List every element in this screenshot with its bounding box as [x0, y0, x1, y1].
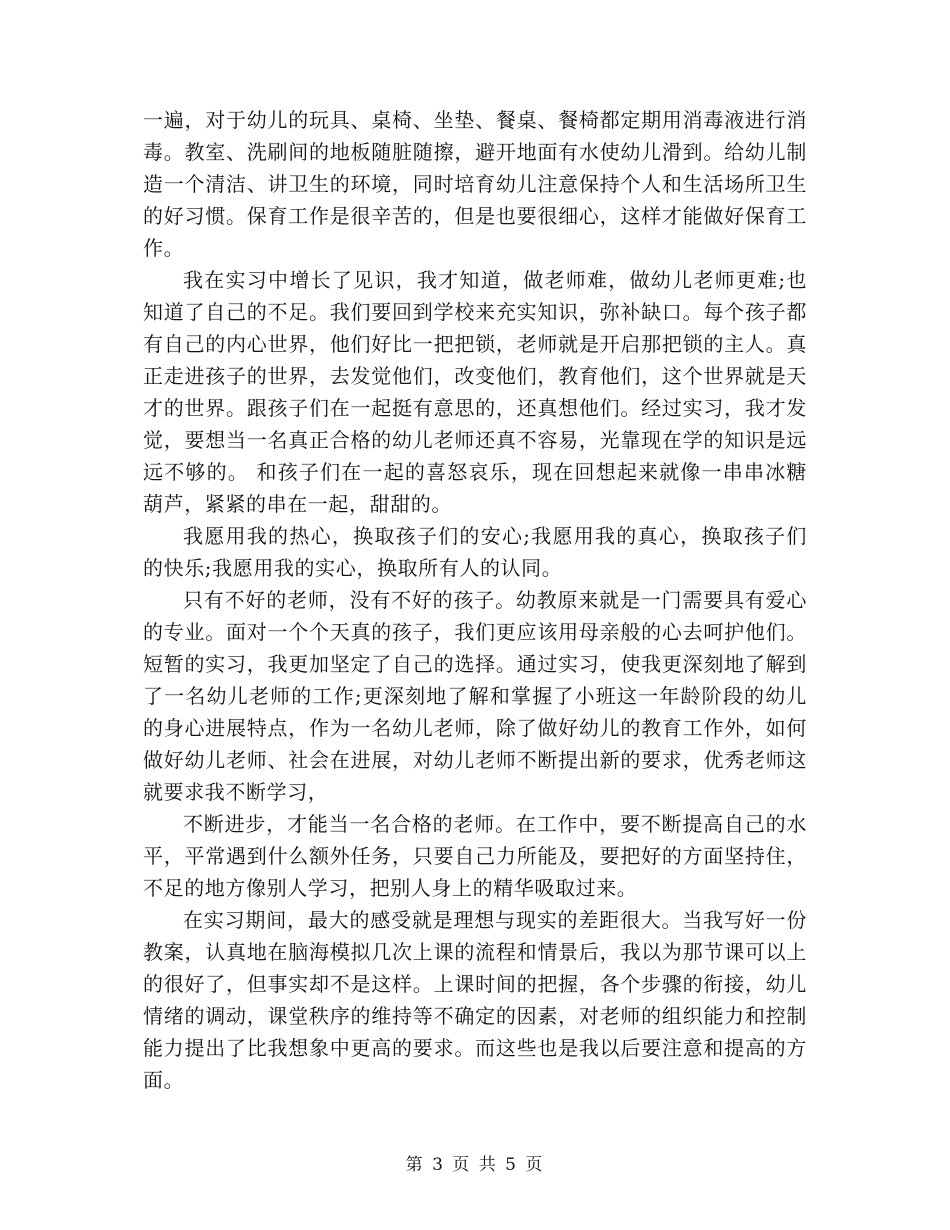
paragraph-4: 只有不好的老师，没有不好的孩子。幼教原来就是一门需要具有爱心的专业。面对一个个天真的孩子，我们更应该用母亲般的心去呵护他们。短暂的实习，我更加坚定了自己的选择。通过实习，使我更深刻地了解到了一名幼儿老师的工作;更深刻地了解和掌握了小班这一年龄阶段的幼儿的身心进展特点，作为一名幼儿老师，除了做好幼儿的教育工作外，如何做好幼儿老师、社会在进展，对幼儿老师不断提出新的要求，优秀老师这就要求我不断学习，: [143, 588, 807, 804]
paragraph-5: 不断进步，才能当一名合格的老师。在工作中，要不断提高自己的水平，平常遇到什么额外任务，只要自己力所能及，要把好的方面坚持住，不足的地方像别人学习，把别人身上的精华吸取过来。: [143, 812, 807, 900]
paragraph-3: 我愿用我的热心，换取孩子们的安心;我愿用我的真心，换取孩子们的快乐;我愿用我的实心，换取所有人的认同。: [143, 524, 807, 580]
paragraph-2: 我在实习中增长了见识，我才知道，做老师难，做幼儿老师更难;也知道了自己的不足。我们要回到学校来充实知识，弥补缺口。每个孩子都有自己的内心世界，他们好比一把把锁，老师就是开启那把锁的主人。真正走进孩子的世界，去发觉他们，改变他们，教育他们，这个世界就是天才的世界。跟孩子们在一起挺有意思的，还真想他们。经过实习，我才发觉，要想当一名真正合格的幼儿老师还真不容易，光靠现在学的知识是远远不够的。 和孩子们在一起的喜怒哀乐，现在回想起来就像一串串冰糖葫芦，紧紧的串在一起，甜甜的。: [143, 268, 807, 516]
paragraph-1: 一遍，对于幼儿的玩具、桌椅、坐垫、餐桌、餐椅都定期用消毒液进行消毒。教室、洗刷间的地板随脏随擦，避开地面有水使幼儿滑到。给幼儿制造一个清洁、讲卫生的环境，同时培育幼儿注意保持个人和生活场所卫生的好习惯。保育工作是很辛苦的，但是也要很细心，这样才能做好保育工作。: [143, 108, 807, 260]
page-number: 第 3 页 共 5 页: [405, 1155, 545, 1175]
page-footer: [0, 1150, 950, 1175]
document-body: [143, 104, 807, 1096]
paragraph-6: 在实习期间，最大的感受就是理想与现实的差距很大。当我写好一份教案，认真地在脑海模拟几次上课的流程和情景后，我以为那节课可以上的很好了，但事实却不是这样。上课时间的把握，各个步骤的衔接，幼儿情绪的调动，课堂秩序的维持等不确定的因素，对老师的组织能力和控制能力提出了比我想象中更高的要求。而这些也是我以后要注意和提高的方面。: [143, 908, 807, 1092]
